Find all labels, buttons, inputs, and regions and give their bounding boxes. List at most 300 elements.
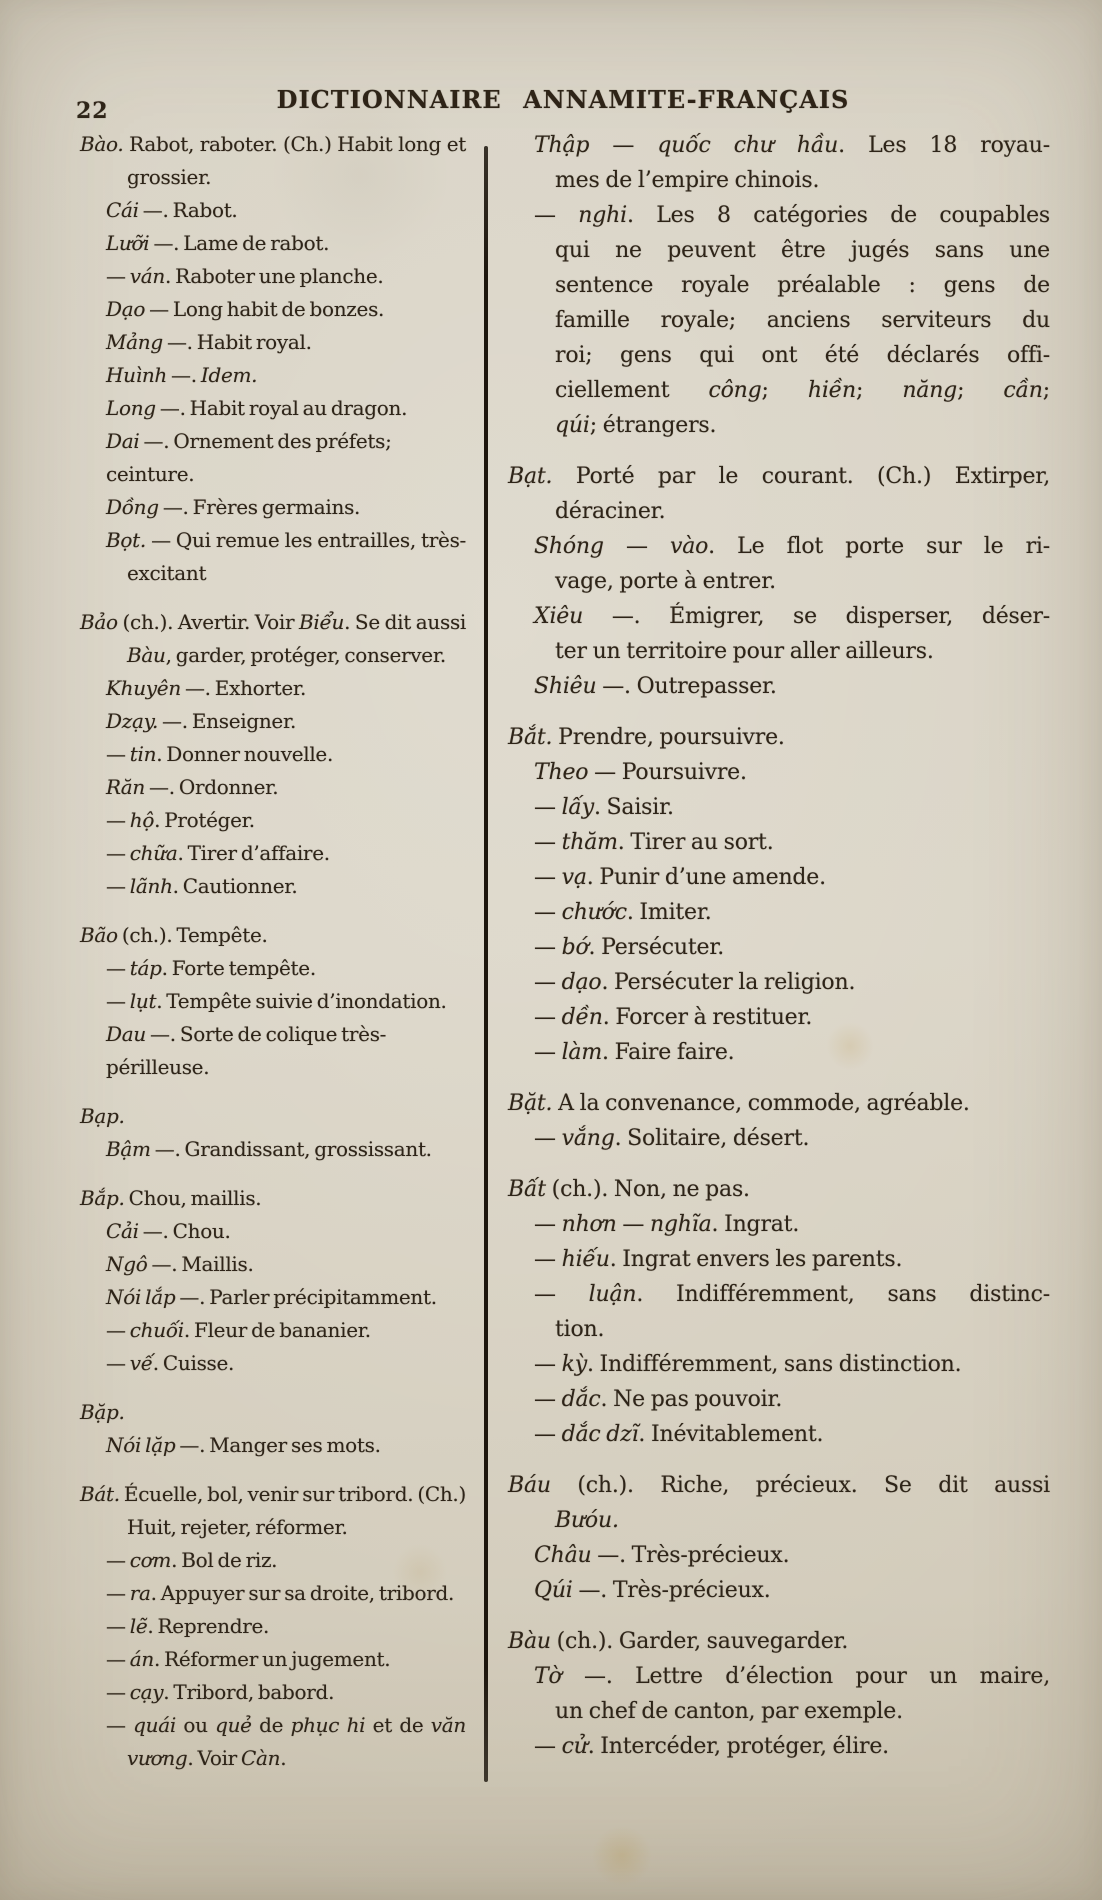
text-run: —. Outrepasser. — [596, 674, 777, 699]
annamite-term: Bàu — [127, 643, 166, 667]
text-run: A la convenance, commode, agréable. — [552, 1091, 970, 1116]
dictionary-line — [80, 1100, 466, 1133]
dictionary-line — [80, 392, 466, 425]
annamite-term: Xiêu — [534, 604, 584, 629]
text-run: . Imiter. — [626, 900, 712, 925]
text-run: . Les 8 catégories de coupables — [626, 203, 1050, 228]
dictionary-line — [508, 599, 1050, 634]
annamite-term: Bát. — [80, 1482, 120, 1506]
annamite-term: văn — [430, 1713, 467, 1737]
text-run: — — [106, 1318, 130, 1342]
annamite-term: Bậm — [106, 1137, 151, 1161]
annamite-term: làm — [561, 1040, 603, 1065]
annamite-term: Bạt. — [508, 464, 553, 489]
text-run: déraciner. — [555, 499, 666, 524]
text-run: —. Parler précipitamment. — [175, 1285, 437, 1309]
text-run: . — [280, 1746, 287, 1770]
text-run: — — [534, 935, 562, 960]
annamite-term: kỳ — [561, 1352, 587, 1377]
text-run: —. Manger ses mots. — [175, 1433, 381, 1457]
annamite-term: ra — [129, 1581, 151, 1605]
dictionary-line — [80, 161, 466, 194]
text-run: ; — [855, 378, 903, 403]
annamite-term: Qúi — [534, 1578, 573, 1603]
annamite-term: tin — [129, 742, 157, 766]
annamite-term: nghĩa — [649, 1212, 712, 1237]
text-run: —. Habit royal. — [162, 330, 312, 354]
text-run: —. Ordonner. — [144, 775, 279, 799]
text-run: — — [534, 970, 562, 995]
dictionary-line — [80, 1511, 466, 1544]
dictionary-line — [80, 227, 466, 260]
text-run: . Forcer à restituer. — [602, 1005, 813, 1030]
text-run: — — [534, 1422, 562, 1447]
annamite-term: Bão — [80, 923, 118, 947]
text-run: . Persécuter la religion. — [601, 970, 856, 995]
annamite-term: Răn — [106, 775, 145, 799]
annamite-term: lẽ — [129, 1614, 148, 1638]
dictionary-line — [508, 1347, 1050, 1382]
text-run: — — [534, 1352, 562, 1377]
text-run: —. Chou. — [138, 1219, 231, 1243]
text-run: — — [106, 874, 130, 898]
dictionary-line — [80, 1314, 466, 1347]
dictionary-line — [80, 738, 466, 771]
annamite-term: chước — [561, 900, 627, 925]
dictionary-line — [508, 860, 1050, 895]
annamite-term: Dzạy. — [106, 709, 158, 733]
dictionary-line — [80, 672, 466, 705]
text-run: —. Rabot. — [138, 198, 238, 222]
dictionary-line — [508, 1468, 1050, 1503]
annamite-term: Bào. — [80, 132, 124, 156]
dictionary-line — [80, 326, 466, 359]
dictionary-line — [508, 1312, 1050, 1347]
annamite-term: Châu — [534, 1543, 592, 1568]
text-run: (ch.). Riche, précieux. Se dit aussi — [550, 1473, 1050, 1498]
dictionary-line — [80, 870, 466, 903]
page-number: 22 — [76, 98, 109, 124]
annamite-term: dền — [561, 1005, 603, 1030]
text-run: ; — [1042, 378, 1050, 403]
text-run: — Qui remue les entrailles, très- — [145, 528, 466, 552]
dictionary-line — [508, 1121, 1050, 1156]
dictionary-line — [508, 1242, 1050, 1277]
dictionary-line — [80, 985, 466, 1018]
text-run: — — [106, 264, 130, 288]
text-run: roi; gens qui ont été déclarés offi- — [555, 343, 1050, 368]
text-run: —. Émigrer, se disperser, déser- — [583, 604, 1050, 629]
text-run: Écuelle, bol, venir sur tribord. (Ch.) — [119, 1482, 466, 1506]
annamite-term: dắc dzĩ — [561, 1422, 639, 1447]
text-run: . Donner nouvelle. — [156, 742, 334, 766]
dictionary-line — [508, 1207, 1050, 1242]
annamite-term: chữa — [129, 841, 178, 865]
dictionary-line — [508, 408, 1050, 443]
annamite-term: công — [708, 378, 762, 403]
text-run: — — [106, 808, 130, 832]
dictionary-line — [80, 639, 466, 672]
dictionary-line — [80, 1018, 466, 1084]
annamite-term: Bắt. — [508, 725, 553, 750]
text-run: qui ne peuvent être jugés sans une — [555, 238, 1050, 263]
text-run: Prendre, poursuivre. — [552, 725, 785, 750]
text-run: — — [589, 133, 658, 158]
text-run: vage, porte à entrer. — [555, 569, 776, 594]
text-run: . Inévitablement. — [638, 1422, 824, 1447]
text-run: —. Très-précieux. — [572, 1578, 771, 1603]
annamite-term: Bặt. — [508, 1091, 553, 1116]
text-run: —. Lame de rabot. — [149, 231, 330, 255]
text-run: —. Enseigner. — [158, 709, 297, 733]
text-run: — — [106, 989, 130, 1013]
dictionary-line — [508, 163, 1050, 198]
left-column — [80, 128, 466, 1775]
text-run: — Poursuivre. — [588, 760, 747, 785]
annamite-term: nghi — [578, 203, 627, 228]
text-run: . Le flot porte sur le ri- — [708, 534, 1051, 559]
text-run: — — [534, 1247, 562, 1272]
annamite-term: Tờ — [534, 1664, 562, 1689]
dictionary-line — [80, 1643, 466, 1676]
annamite-term: nhơn — [561, 1212, 617, 1237]
annamite-term: cơm — [129, 1548, 172, 1572]
dictionary-line — [508, 128, 1050, 163]
dictionary-line — [508, 755, 1050, 790]
text-run: . Forte tempête. — [161, 956, 316, 980]
text-run: —. Ornement des préfets; ceinture. — [106, 429, 392, 486]
annamite-term: hiền — [807, 378, 856, 403]
annamite-term: thăm — [561, 830, 618, 855]
dictionary-line — [80, 1610, 466, 1643]
text-run: — — [106, 956, 130, 980]
dictionary-line — [508, 198, 1050, 233]
text-run: — — [106, 1581, 130, 1605]
text-run: — — [534, 203, 579, 228]
text-run: — — [534, 795, 562, 820]
text-run: . Faire faire. — [602, 1040, 735, 1065]
annamite-term: dạo — [561, 970, 602, 995]
dictionary-line — [508, 303, 1050, 338]
annamite-term: hiếu — [561, 1247, 610, 1272]
text-run: . Cautionner. — [172, 874, 298, 898]
text-run: . Solitaire, désert. — [614, 1126, 810, 1151]
annamite-term: lấy — [561, 795, 594, 820]
text-run: —. Maillis. — [147, 1252, 254, 1276]
text-run: ; — [957, 378, 1004, 403]
text-run: . Tirer au sort. — [617, 830, 774, 855]
text-run: — — [106, 1713, 134, 1737]
annamite-term: Dạo — [106, 297, 146, 321]
dictionary-line — [508, 1694, 1050, 1729]
dictionary-line — [508, 1503, 1050, 1538]
text-run: . Saisir. — [593, 795, 674, 820]
annamite-term: Cái — [106, 198, 139, 222]
annamite-term: Nói lặp — [106, 1433, 176, 1457]
dictionary-line — [80, 194, 466, 227]
dictionary-line — [508, 1382, 1050, 1417]
annamite-term: quẻ — [215, 1713, 252, 1737]
text-run: —. Grandissant, grossissant. — [150, 1137, 432, 1161]
annamite-term: Theo — [534, 760, 589, 785]
text-run: —. — [166, 363, 201, 387]
text-run: ciellement — [555, 378, 709, 403]
dictionary-line — [508, 564, 1050, 599]
annamite-term: ván — [129, 264, 165, 288]
annamite-term: Bắp. — [80, 1186, 125, 1210]
text-run: — — [534, 830, 562, 855]
text-run: . Les 18 royau- — [838, 133, 1051, 158]
dictionary-line — [508, 1659, 1050, 1694]
annamite-term: Dồng — [106, 495, 159, 519]
dictionary-line — [508, 1573, 1050, 1608]
text-run: —. Lettre d’élection pour un maire, — [561, 1664, 1050, 1689]
text-run: — — [106, 742, 130, 766]
dictionary-line — [80, 1544, 466, 1577]
text-run: (ch.). Non, ne pas. — [545, 1177, 750, 1202]
text-run: — Long habit de bonzes. — [145, 297, 385, 321]
text-run: —. Très-précieux. — [591, 1543, 790, 1568]
dictionary-line — [80, 425, 466, 491]
annamite-term: luận — [588, 1282, 637, 1307]
annamite-term: Bảo — [80, 610, 118, 634]
annamite-term: Bất — [508, 1177, 546, 1202]
annamite-term: chuối — [129, 1318, 184, 1342]
dictionary-line — [508, 529, 1050, 564]
text-run: — — [534, 865, 562, 890]
annamite-term: Báu — [508, 1473, 551, 1498]
dictionary-line — [508, 268, 1050, 303]
dictionary-line — [508, 634, 1050, 669]
annamite-term: quái — [133, 1713, 176, 1737]
text-run: —. Sorte de colique très-périlleuse. — [106, 1022, 387, 1079]
annamite-term: Dai — [106, 429, 140, 453]
text-run: . Bol de riz. — [171, 1548, 278, 1572]
annamite-term: Mảng — [106, 330, 163, 354]
text-run: . Cuisse. — [152, 1351, 235, 1375]
text-run: — — [534, 1734, 562, 1759]
text-run: ter un territoire pour aller ailleurs. — [555, 639, 934, 664]
text-run: . Tribord, babord. — [163, 1680, 335, 1704]
text-run: . Se dit aussi — [344, 610, 467, 634]
annamite-term: Càn — [240, 1746, 281, 1770]
text-run: . Tirer d’affaire. — [177, 841, 330, 865]
text-run: famille royale; anciens serviteurs du — [555, 308, 1050, 333]
dictionary-line — [508, 233, 1050, 268]
annamite-term: Lưỡi — [106, 231, 150, 255]
text-run: Rabot, raboter. (Ch.) Habit long et — [123, 132, 466, 156]
dictionary-line — [80, 1577, 466, 1610]
dictionary-line — [508, 1538, 1050, 1573]
annamite-term: vế — [129, 1351, 153, 1375]
annamite-term: cạy — [129, 1680, 164, 1704]
text-run: . Punir d’une amende. — [586, 865, 826, 890]
annamite-term: vương — [127, 1746, 188, 1770]
annamite-term: án — [129, 1647, 154, 1671]
annamite-term: cần — [1003, 378, 1043, 403]
annamite-term: Long — [106, 396, 156, 420]
text-run: — — [106, 1351, 130, 1375]
text-run: — — [106, 1647, 130, 1671]
text-run: — — [106, 1614, 130, 1638]
text-run: excitant — [127, 561, 207, 585]
dictionary-line — [508, 1277, 1050, 1312]
text-run: . Intercéder, protéger, élire. — [587, 1734, 889, 1759]
annamite-term: Shiêu — [534, 674, 597, 699]
annamite-term: Huình — [106, 363, 167, 387]
dictionary-line — [80, 705, 466, 738]
dictionary-line — [80, 1248, 466, 1281]
dictionary-line — [80, 128, 466, 161]
annamite-term: Bàu — [508, 1629, 551, 1654]
text-run: Porté par le courant. (Ch.) Extirper, — [552, 464, 1050, 489]
annamite-term: vạ — [561, 865, 587, 890]
annamite-term: Bạp. — [80, 1104, 125, 1128]
text-run: Chou, maillis. — [124, 1186, 262, 1210]
page-title: DICTIONNAIRE ANNAMITE-FRANÇAIS — [276, 85, 850, 114]
annamite-term: lãnh — [129, 874, 173, 898]
text-run: — — [534, 1282, 589, 1307]
column-divider — [484, 146, 488, 1782]
dictionary-line — [508, 965, 1050, 1000]
text-run: . Appuyer sur sa droite, tribord. — [150, 1581, 455, 1605]
text-run: . Fleur de bananier. — [183, 1318, 371, 1342]
dictionary-line — [80, 606, 466, 639]
dictionary-line — [508, 1729, 1050, 1764]
dictionary-line — [508, 825, 1050, 860]
text-run: — — [534, 1387, 562, 1412]
dictionary-line — [508, 930, 1050, 965]
annamite-term: vắng — [561, 1126, 615, 1151]
text-run: . Ingrat envers les parents. — [609, 1247, 903, 1272]
dictionary-line — [80, 557, 466, 590]
dictionary-line — [80, 260, 466, 293]
text-run: . Réformer un jugement. — [153, 1647, 391, 1671]
dictionary-line — [508, 373, 1050, 408]
annamite-term: dắc — [561, 1387, 601, 1412]
text-run: — — [534, 1040, 562, 1065]
dictionary-line — [80, 837, 466, 870]
dictionary-line — [80, 1676, 466, 1709]
dictionary-line — [80, 293, 466, 326]
text-run: tion. — [555, 1317, 605, 1342]
dictionary-line — [508, 459, 1050, 494]
text-run: — — [106, 1548, 130, 1572]
text-run: — — [616, 1212, 650, 1237]
text-run: . Ne pas pouvoir. — [600, 1387, 783, 1412]
dictionary-line — [508, 1035, 1050, 1070]
text-run: — — [534, 1005, 562, 1030]
text-run: ou — [175, 1713, 216, 1737]
annamite-term: qúi — [555, 413, 590, 438]
annamite-term: hộ — [129, 808, 155, 832]
text-run: — — [106, 1680, 130, 1704]
text-run: —. Habit royal au dragon. — [155, 396, 408, 420]
dictionary-line — [80, 1429, 466, 1462]
annamite-term: bớ — [561, 935, 589, 960]
annamite-term: phục hi — [290, 1713, 366, 1737]
text-run: (ch.). Garder, sauvegarder. — [550, 1629, 849, 1654]
dictionary-line — [508, 895, 1050, 930]
annamite-term: Khuyên — [106, 676, 181, 700]
dictionary-line — [80, 1347, 466, 1380]
annamite-term: Ngô — [106, 1252, 148, 1276]
annamite-term: Cải — [106, 1219, 139, 1243]
annamite-term: cử — [561, 1734, 588, 1759]
dictionary-line — [508, 1000, 1050, 1035]
annamite-term: Idem. — [200, 363, 258, 387]
dictionary-line — [80, 919, 466, 952]
text-run: ; étrangers. — [589, 413, 717, 438]
dictionary-line — [80, 1478, 466, 1511]
dictionary-line — [80, 771, 466, 804]
dictionary-line — [80, 1182, 466, 1215]
annamite-term: Bặp. — [80, 1400, 125, 1424]
dictionary-line — [508, 338, 1050, 373]
dictionary-line — [80, 804, 466, 837]
annamite-term: năng — [902, 378, 958, 403]
dictionary-line — [80, 359, 466, 392]
text-run: ; — [761, 378, 808, 403]
dictionary-line — [508, 494, 1050, 529]
text-run: Huit, rejeter, réformer. — [127, 1515, 348, 1539]
text-run: . Tempête suivie d’inondation. — [156, 989, 447, 1013]
text-run: . Protéger. — [154, 808, 255, 832]
text-run: . Voir — [187, 1746, 241, 1770]
text-run: (ch.). Avertir. Voir — [117, 610, 299, 634]
dictionary-line — [80, 1281, 466, 1314]
dictionary-line — [508, 1624, 1050, 1659]
text-run: (ch.). Tempête. — [117, 923, 268, 947]
annamite-term: Bưóu. — [555, 1508, 619, 1533]
dictionary-line — [508, 1086, 1050, 1121]
dictionary-line — [508, 720, 1050, 755]
dictionary-line — [80, 1133, 466, 1166]
text-run: . Persécuter. — [588, 935, 725, 960]
text-run: . Raboter une planche. — [164, 264, 384, 288]
text-run: et de — [365, 1713, 431, 1737]
text-run: —. Exhorter. — [180, 676, 307, 700]
annamite-term: Dau — [106, 1022, 146, 1046]
annamite-term: táp — [129, 956, 162, 980]
dictionary-line — [80, 524, 466, 557]
dictionary-line — [80, 1396, 466, 1429]
dictionary-line — [80, 491, 466, 524]
text-run: . Ingrat. — [711, 1212, 800, 1237]
text-run: mes de l’empire chinois. — [555, 168, 820, 193]
text-run: de — [251, 1713, 291, 1737]
dictionary-line — [80, 1742, 466, 1775]
annamite-term: vào — [669, 534, 709, 559]
text-run: sentence royale préalable : gens de — [555, 273, 1050, 298]
annamite-term: Biểu — [299, 610, 345, 634]
text-run: . Indifféremment, sans distinction. — [586, 1352, 962, 1377]
annamite-term: Bọt. — [106, 528, 146, 552]
dictionary-line — [508, 669, 1050, 704]
text-run: — — [106, 841, 130, 865]
text-run: grossier. — [127, 165, 212, 189]
annamite-term: Nói lắp — [106, 1285, 176, 1309]
text-run: — — [603, 534, 670, 559]
text-run: . Reprendre. — [147, 1614, 270, 1638]
annamite-term: Thập — [534, 133, 590, 158]
text-run: —. Frères germains. — [158, 495, 361, 519]
dictionary-line — [80, 952, 466, 985]
dictionary-line — [508, 1172, 1050, 1207]
dictionary-line — [80, 1709, 466, 1742]
dictionary-line — [80, 1215, 466, 1248]
text-run: , garder, protéger, conserver. — [165, 643, 446, 667]
